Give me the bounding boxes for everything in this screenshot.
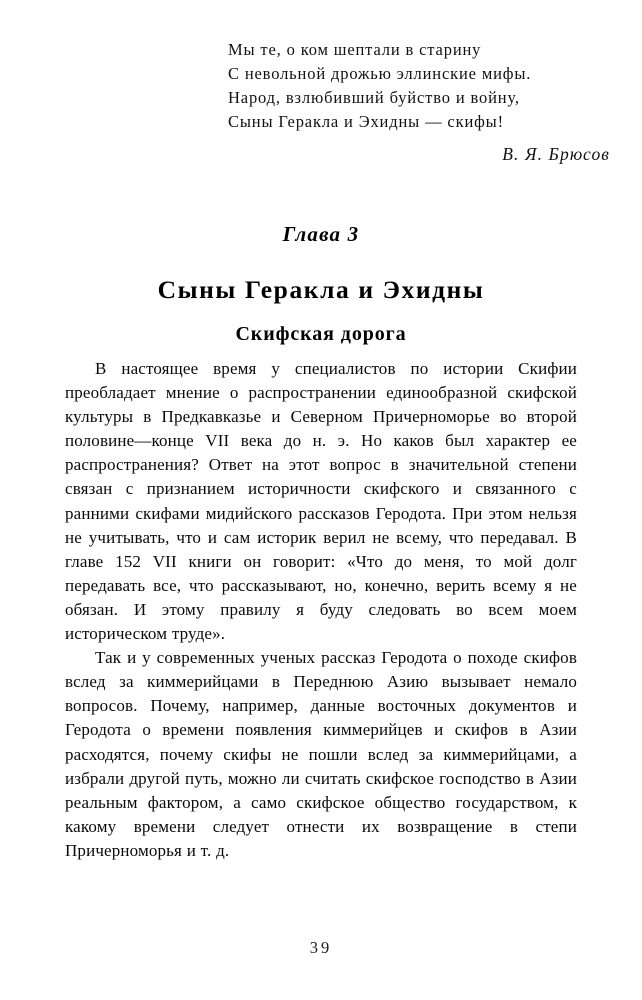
epigraph-attribution: В. Я. Брюсов: [502, 144, 610, 164]
epigraph-line: Мы те, о ком шептали в старину: [228, 40, 482, 59]
epigraph-block: [228, 38, 612, 166]
page-number: 39: [309, 938, 333, 957]
chapter-title: Сыны Геракла и Эхидны: [157, 275, 485, 305]
paragraph: Так и у современных ученых рассказ Геродота о походе скифов вслед за киммерийцами в Переднюю Азию вызывает немало вопросов. Почему, например, данные восточных документов и Геродота о времени появления киммерийцев и скифов в Азии расходятся, почему скифы не пошли вслед за киммерийцами, а избрали другой путь, можно ли считать скифское господство в Азии реальным фактором, а само скифское общество государством, к какому времени следует отнести их возвращение в степи Причерноморья и т. д.: [65, 648, 577, 860]
section-title: Скифская дорога: [235, 322, 407, 345]
chapter-number: Глава 3: [282, 222, 360, 246]
body-text: [65, 357, 577, 863]
epigraph-line: Сыны Геракла и Эхидны — скифы!: [228, 112, 504, 131]
epigraph-line: С невольной дрожью эллинские мифы.: [228, 64, 532, 83]
paragraph: В настоящее время у специалистов по истории Скифии преобладает мнение о распространении единообразной скифской культуры в Предкавказье и Северном Причерноморье во второй половине—конце VII века до н. э. Но каков был характер ее распространения? Ответ на этот вопрос в значительной степени связан с признанием историчности скифского и связанного с ранними скифами мидийского рассказов Геродота. При этом нельзя не учитывать, что и сам историк верил не всему, что передавал. В главе 152 VII книги он говорит: «Что до меня, то мой долг передавать все, что рассказывают, но, конечно, верить всему я не обязан. И этому правилу я буду следовать во всем моем историческом труде».: [65, 359, 577, 644]
epigraph-line: Народ, взлюбивший буйство и войну,: [228, 88, 520, 107]
